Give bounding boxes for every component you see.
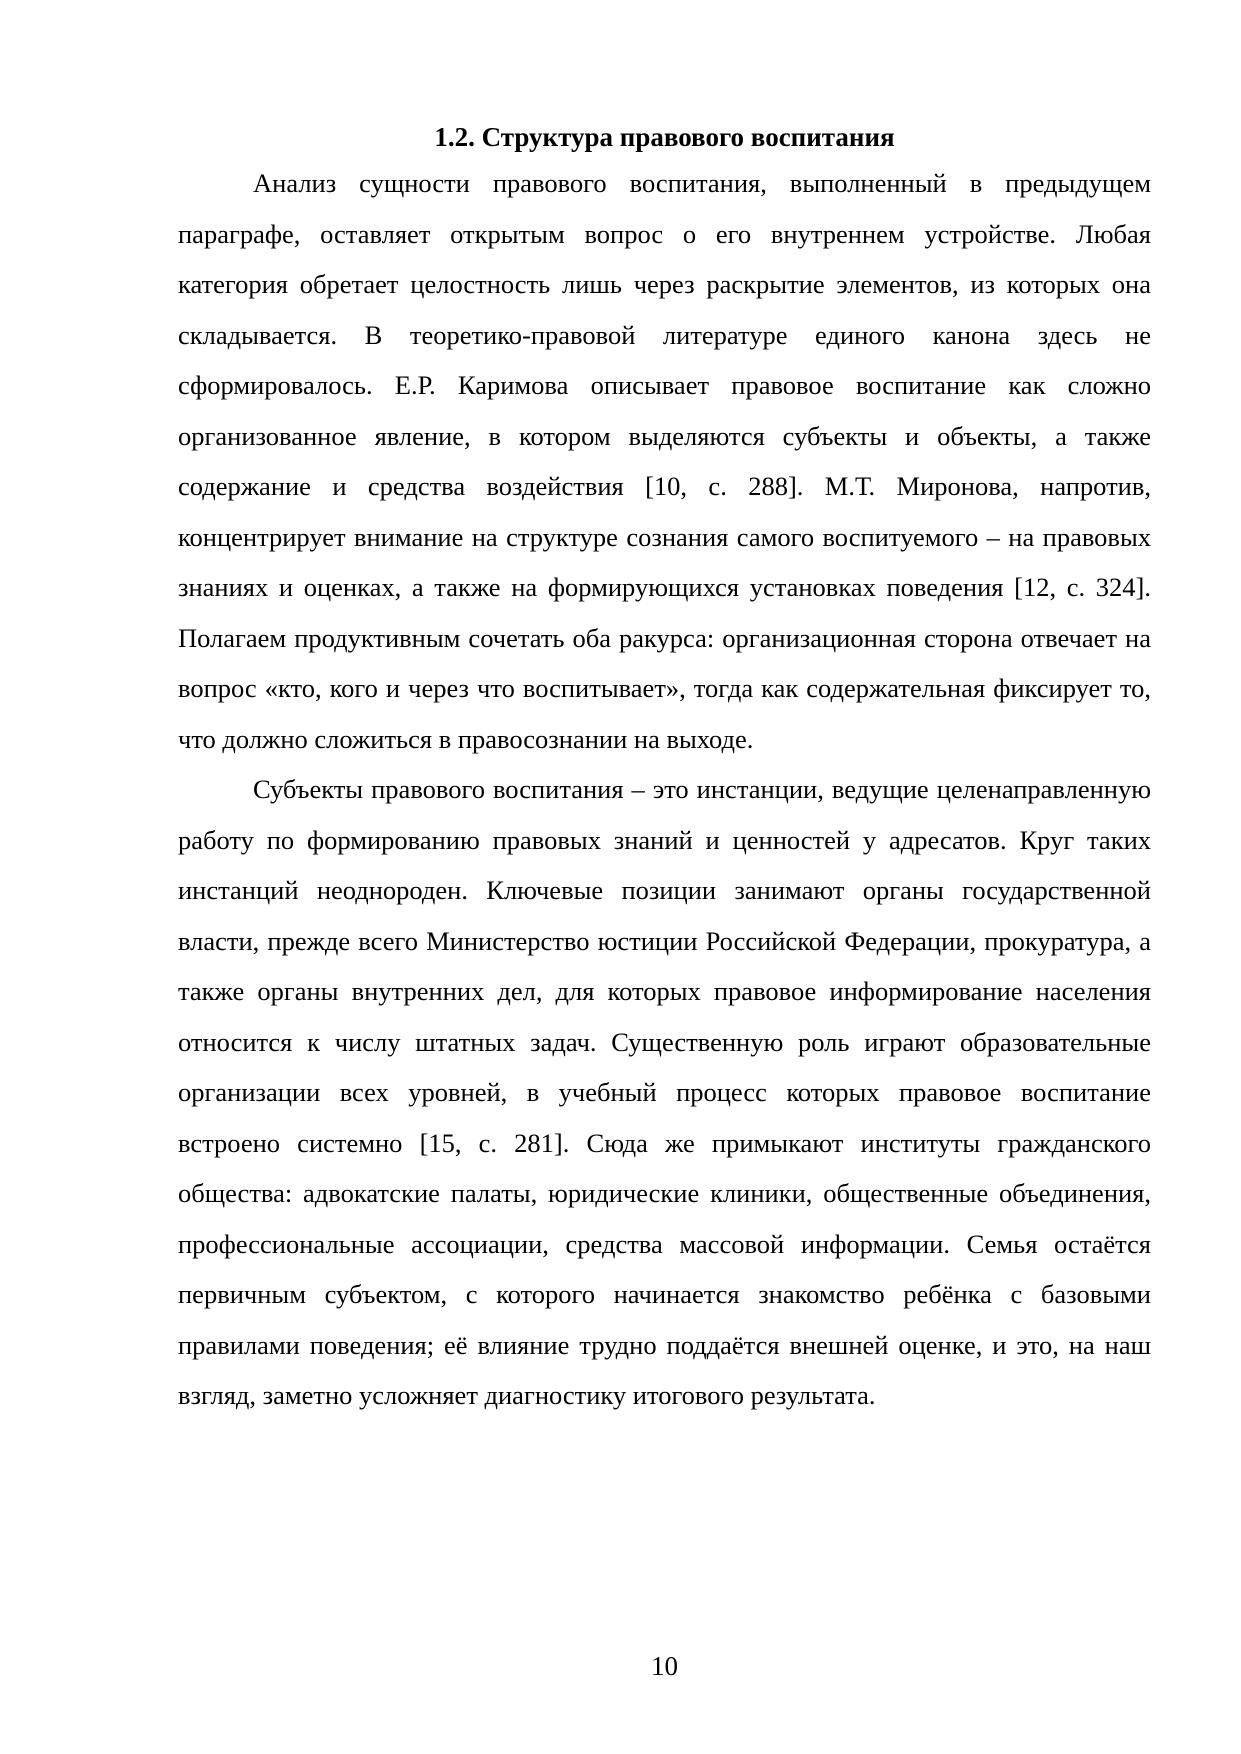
paragraph: Субъекты правового воспитания – это инстанции, ведущие целенаправленную работу по формированию правовых знаний и ценностей у адресатов. Круг таких инстанций неоднороден. Ключевые позиции занимают органы государственной власти, прежде всего Министерство юстиции Российской Федерации, прокуратура, а также органы внутренних дел, для которых правовое информирование населения относится к числу штатных задач. Существенную роль играют образовательные организации всех уровней, в учебный процесс которых правовое воспитание встроено системно [15, с. 281]. Сюда же примыкают институты гражданского общества: адвокатские палаты, юридические клиники, общественные объединения, профессиональные ассоциации, средства массовой информации. Семья остаётся первичным субъектом, с которого начинается знакомство ребёнка с базовыми правилами поведения; её влияние трудно поддаётся внешней оценке, и это, на наш взгляд, заметно усложняет диагностику итогового результата. bbox=[178, 774, 1151, 1410]
section-heading: 1.2. Структура правового воспитания bbox=[434, 122, 895, 152]
page-number: 10 bbox=[651, 1651, 678, 1681]
paragraph: Анализ сущности правового воспитания, выполненный в предыдущем параграфе, оставляет открытым вопрос о его внутреннем устройстве. Любая категория обретает целостность лишь через раскрытие элементов, из которых она складывается. В теоретико-правовой литературе единого канона здесь не сформировалось. Е.Р. Каримова описывает правовое воспитание как сложно организованное явление, в котором выделяются субъекты и объекты, а также содержание и средства воздействия [10, с. 288]. М.Т. Миронова, напротив, концентрирует внимание на структуре сознания самого воспитуемого – на правовых знаниях и оценках, а также на формирующихся установках поведения [12, с. 324]. Полагаем продуктивным сочетать оба ракурса: организационная сторона отвечает на вопрос «кто, кого и через что воспитывает», тогда как содержательная фиксирует то, что должно сложиться в правосознании на выходе. bbox=[178, 168, 1151, 754]
body-text bbox=[178, 158, 1151, 1421]
